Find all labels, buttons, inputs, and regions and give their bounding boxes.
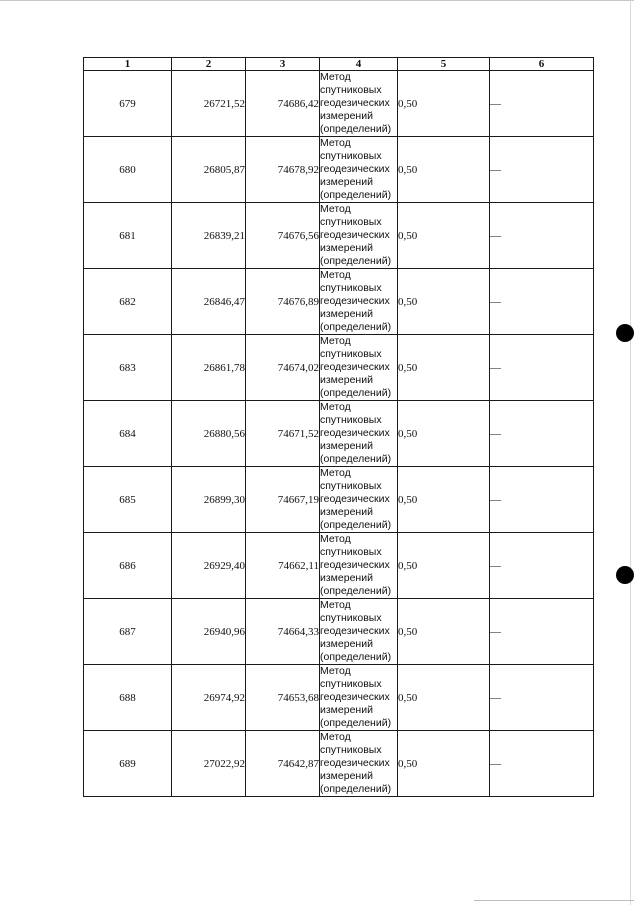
accuracy-cell: 0,50 bbox=[398, 335, 490, 401]
x-coordinate-cell: 26805,87 bbox=[172, 137, 246, 203]
method-line: измерений bbox=[320, 770, 373, 782]
method-line: спутниковых bbox=[320, 84, 382, 96]
x-coordinate-cell: 26929,40 bbox=[172, 533, 246, 599]
method-line: (определений) bbox=[320, 519, 392, 531]
method-cell bbox=[320, 599, 398, 665]
method-line: геодезических bbox=[320, 295, 390, 307]
method-line: измерений bbox=[320, 506, 373, 518]
table-row bbox=[84, 599, 594, 665]
column-header: 3 bbox=[246, 58, 320, 71]
table-row bbox=[84, 335, 594, 401]
x-coordinate-cell: 26940,96 bbox=[172, 599, 246, 665]
method-line: измерений bbox=[320, 176, 373, 188]
x-coordinate-cell: 26721,52 bbox=[172, 71, 246, 137]
method-cell bbox=[320, 467, 398, 533]
note-cell: — bbox=[490, 731, 594, 797]
column-header: 1 bbox=[84, 58, 172, 71]
method-line: Метод bbox=[320, 467, 351, 479]
note-cell: — bbox=[490, 71, 594, 137]
method-line: (определений) bbox=[320, 651, 392, 663]
coordinates-table bbox=[83, 57, 594, 797]
table-row bbox=[84, 401, 594, 467]
accuracy-cell: 0,50 bbox=[398, 269, 490, 335]
accuracy-cell: 0,50 bbox=[398, 731, 490, 797]
method-line: (определений) bbox=[320, 123, 392, 135]
x-coordinate-cell: 27022,92 bbox=[172, 731, 246, 797]
method-cell bbox=[320, 731, 398, 797]
method-cell bbox=[320, 401, 398, 467]
method-line: (определений) bbox=[320, 783, 392, 795]
x-coordinate-cell: 26899,30 bbox=[172, 467, 246, 533]
method-line: спутниковых bbox=[320, 348, 382, 360]
accuracy-cell: 0,50 bbox=[398, 137, 490, 203]
column-header: 6 bbox=[490, 58, 594, 71]
method-line: (определений) bbox=[320, 453, 392, 465]
method-line: измерений bbox=[320, 308, 373, 320]
method-line: спутниковых bbox=[320, 150, 382, 162]
y-coordinate-cell: 74678,92 bbox=[246, 137, 320, 203]
note-cell: — bbox=[490, 137, 594, 203]
point-number-cell: 681 bbox=[84, 203, 172, 269]
method-line: спутниковых bbox=[320, 546, 382, 558]
x-coordinate-cell: 26880,56 bbox=[172, 401, 246, 467]
method-line: Метод bbox=[320, 731, 351, 743]
method-line: геодезических bbox=[320, 163, 390, 175]
note-cell: — bbox=[490, 335, 594, 401]
method-line: геодезических bbox=[320, 625, 390, 637]
y-coordinate-cell: 74671,52 bbox=[246, 401, 320, 467]
punch-hole bbox=[616, 566, 634, 584]
method-line: Метод bbox=[320, 203, 351, 215]
method-line: измерений bbox=[320, 110, 373, 122]
table-row bbox=[84, 71, 594, 137]
point-number-cell: 687 bbox=[84, 599, 172, 665]
y-coordinate-cell: 74642,87 bbox=[246, 731, 320, 797]
x-coordinate-cell: 26846,47 bbox=[172, 269, 246, 335]
accuracy-cell: 0,50 bbox=[398, 71, 490, 137]
y-coordinate-cell: 74674,02 bbox=[246, 335, 320, 401]
y-coordinate-cell: 74664,33 bbox=[246, 599, 320, 665]
method-line: Метод bbox=[320, 401, 351, 413]
x-coordinate-cell: 26839,21 bbox=[172, 203, 246, 269]
accuracy-cell: 0,50 bbox=[398, 533, 490, 599]
method-line: геодезических bbox=[320, 757, 390, 769]
method-line: измерений bbox=[320, 572, 373, 584]
method-line: измерений bbox=[320, 638, 373, 650]
note-cell: — bbox=[490, 533, 594, 599]
method-line: измерений bbox=[320, 374, 373, 386]
method-cell bbox=[320, 137, 398, 203]
accuracy-cell: 0,50 bbox=[398, 599, 490, 665]
page-bottom-edge bbox=[474, 900, 634, 901]
method-line: измерений bbox=[320, 440, 373, 452]
method-cell bbox=[320, 71, 398, 137]
table-row bbox=[84, 533, 594, 599]
x-coordinate-cell: 26974,92 bbox=[172, 665, 246, 731]
method-line: (определений) bbox=[320, 255, 392, 267]
method-line: геодезических bbox=[320, 427, 390, 439]
y-coordinate-cell: 74662,11 bbox=[246, 533, 320, 599]
method-line: геодезических bbox=[320, 229, 390, 241]
method-line: спутниковых bbox=[320, 216, 382, 228]
page-right-edge bbox=[630, 0, 631, 905]
method-cell bbox=[320, 269, 398, 335]
note-cell: — bbox=[490, 599, 594, 665]
point-number-cell: 679 bbox=[84, 71, 172, 137]
point-number-cell: 686 bbox=[84, 533, 172, 599]
method-line: Метод bbox=[320, 599, 351, 611]
method-line: геодезических bbox=[320, 361, 390, 373]
accuracy-cell: 0,50 bbox=[398, 467, 490, 533]
point-number-cell: 683 bbox=[84, 335, 172, 401]
table-row bbox=[84, 269, 594, 335]
method-line: Метод bbox=[320, 137, 351, 149]
method-cell bbox=[320, 203, 398, 269]
accuracy-cell: 0,50 bbox=[398, 665, 490, 731]
y-coordinate-cell: 74667,19 bbox=[246, 467, 320, 533]
note-cell: — bbox=[490, 665, 594, 731]
method-line: спутниковых bbox=[320, 282, 382, 294]
method-cell bbox=[320, 335, 398, 401]
column-header: 5 bbox=[398, 58, 490, 71]
x-coordinate-cell: 26861,78 bbox=[172, 335, 246, 401]
method-line: геодезических bbox=[320, 97, 390, 109]
method-line: измерений bbox=[320, 242, 373, 254]
y-coordinate-cell: 74676,89 bbox=[246, 269, 320, 335]
table-row bbox=[84, 731, 594, 797]
method-line: Метод bbox=[320, 665, 351, 677]
method-line: геодезических bbox=[320, 559, 390, 571]
y-coordinate-cell: 74686,42 bbox=[246, 71, 320, 137]
table-row bbox=[84, 203, 594, 269]
table-row bbox=[84, 137, 594, 203]
point-number-cell: 680 bbox=[84, 137, 172, 203]
method-line: Метод bbox=[320, 533, 351, 545]
method-line: спутниковых bbox=[320, 612, 382, 624]
method-line: (определений) bbox=[320, 717, 392, 729]
column-header: 2 bbox=[172, 58, 246, 71]
method-line: спутниковых bbox=[320, 744, 382, 756]
note-cell: — bbox=[490, 467, 594, 533]
method-line: Метод bbox=[320, 71, 351, 83]
method-line: Метод bbox=[320, 269, 351, 281]
table-row bbox=[84, 665, 594, 731]
point-number-cell: 682 bbox=[84, 269, 172, 335]
point-number-cell: 688 bbox=[84, 665, 172, 731]
method-line: (определений) bbox=[320, 387, 392, 399]
method-line: Метод bbox=[320, 335, 351, 347]
punch-hole bbox=[616, 324, 634, 342]
note-cell: — bbox=[490, 269, 594, 335]
method-line: спутниковых bbox=[320, 678, 382, 690]
accuracy-cell: 0,50 bbox=[398, 203, 490, 269]
note-cell: — bbox=[490, 203, 594, 269]
y-coordinate-cell: 74676,56 bbox=[246, 203, 320, 269]
point-number-cell: 685 bbox=[84, 467, 172, 533]
page-top-edge bbox=[0, 0, 634, 1]
method-line: спутниковых bbox=[320, 480, 382, 492]
method-line: (определений) bbox=[320, 321, 392, 333]
note-cell: — bbox=[490, 401, 594, 467]
point-number-cell: 689 bbox=[84, 731, 172, 797]
y-coordinate-cell: 74653,68 bbox=[246, 665, 320, 731]
method-line: измерений bbox=[320, 704, 373, 716]
accuracy-cell: 0,50 bbox=[398, 401, 490, 467]
point-number-cell: 684 bbox=[84, 401, 172, 467]
method-line: геодезических bbox=[320, 691, 390, 703]
method-line: (определений) bbox=[320, 585, 392, 597]
table-row bbox=[84, 467, 594, 533]
method-line: спутниковых bbox=[320, 414, 382, 426]
method-line: (определений) bbox=[320, 189, 392, 201]
method-cell bbox=[320, 665, 398, 731]
method-line: геодезических bbox=[320, 493, 390, 505]
table-header-row bbox=[84, 58, 594, 71]
method-cell bbox=[320, 533, 398, 599]
column-header: 4 bbox=[320, 58, 398, 71]
